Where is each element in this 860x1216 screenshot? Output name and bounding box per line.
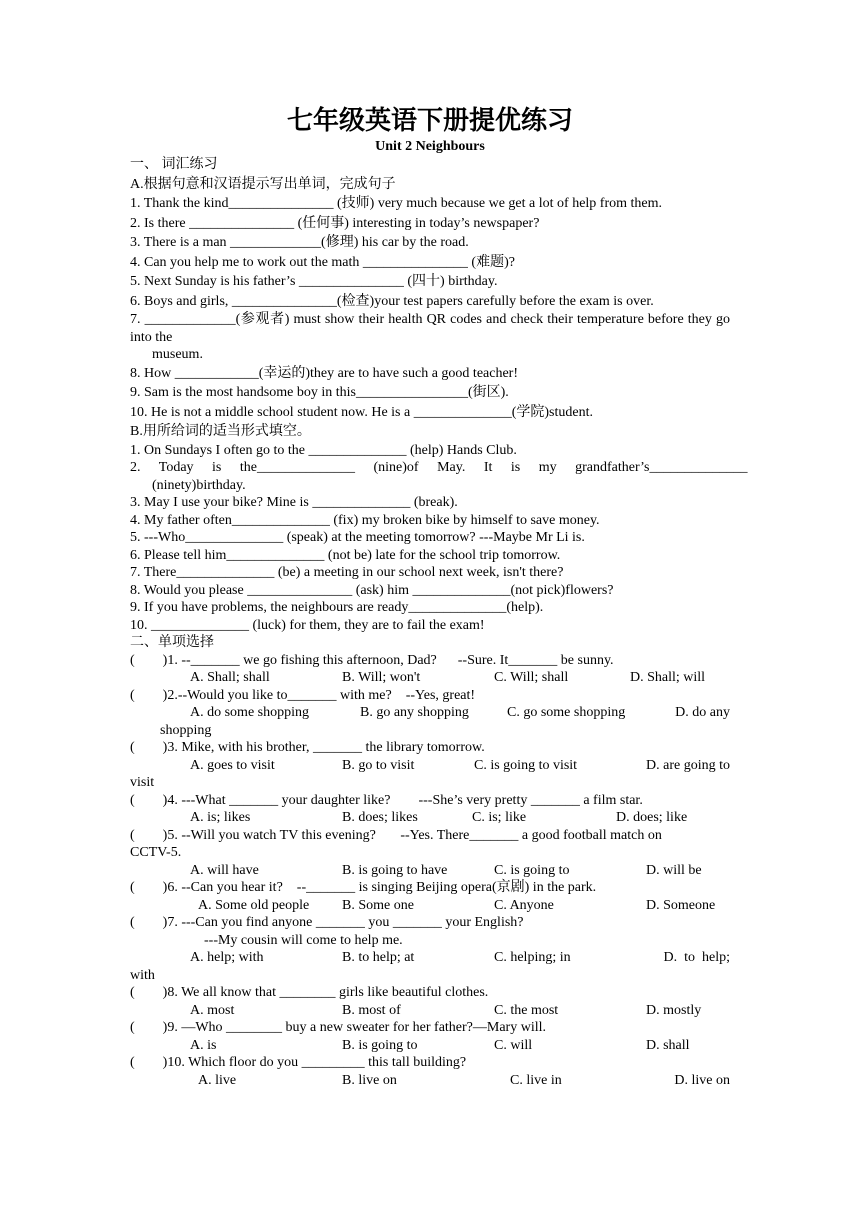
mc-option: D. Shall; will xyxy=(630,670,706,685)
part-b-heading: B.用所给词的适当形式填空。 xyxy=(130,424,311,439)
mc-option: A. will have xyxy=(190,862,259,878)
mc-option: C. Will; shall xyxy=(494,670,569,685)
mc-option: B. is going to xyxy=(342,1037,418,1053)
mc-option: D. shall xyxy=(646,1037,690,1053)
mc-option: C. helping; in xyxy=(494,950,571,965)
mc-option: C. is; like xyxy=(472,810,527,825)
mc-option: A. help; with xyxy=(190,950,264,965)
mc-option: A. goes to visit xyxy=(190,757,275,773)
mc-question: ( )8. We all know that ________ girls like beautiful clothes. xyxy=(130,985,489,1000)
mc-question: ( )5. --Will you watch TV this evening? --Yes. There_______ a good football match on xyxy=(130,827,662,843)
part-b-item: 6. Please tell him______________ (not be) late for the school trip tomorrow. xyxy=(130,547,561,563)
mc-option: D. mostly xyxy=(646,1002,702,1018)
part-a-item: 3. There is a man _____________(修理) his car by the road. xyxy=(130,235,469,250)
part-a-item: 1. Thank the kind_______________ (技师) very much because we get a lot of help from them. xyxy=(130,196,663,211)
mc-question: ( )7. ---Can you find anyone _______ you _______ your English? xyxy=(130,915,524,930)
mc-option: C. will xyxy=(494,1037,533,1053)
mc-question: ( )4. ---What _______ your daughter like? ---She’s very pretty _______ a film star. xyxy=(130,792,643,808)
part-b-item: 10. ______________ (luck) for them, they are to fail the exam! xyxy=(130,617,485,633)
section-heading-multiple-choice: 二、单项选择 xyxy=(130,635,214,650)
part-b-item: 4. My father often______________ (fix) my broken bike by himself to save money. xyxy=(130,512,600,528)
part-b-item: 7. There______________ (be) a meeting in our school next week, isn't there? xyxy=(130,565,564,580)
page-title: 七年级英语下册提优练习 xyxy=(286,106,573,135)
mc-option: D. do any xyxy=(675,705,730,720)
part-a-heading: A.根据句意和汉语提示写出单词，完成句子 xyxy=(130,176,396,192)
mc-option: A. most xyxy=(190,1002,235,1018)
mc-question: ( )2.--Would you like to_______ with me? --Yes, great! xyxy=(130,687,476,703)
mc-question: ( )6. --Can you hear it? --_______ is singing Beijing opera(京剧) in the park. xyxy=(130,880,597,895)
part-b-item xyxy=(130,459,748,477)
mc-option: D. to help; xyxy=(663,950,730,965)
mc-options xyxy=(130,669,730,687)
mc-options xyxy=(130,949,730,967)
mc-question: ( )9. —Who ________ buy a new sweater for her father?—Mary will. xyxy=(130,1020,546,1035)
mc-option: A. is; likes xyxy=(190,810,251,825)
part-b-item: 5. ---Who______________ (speak) at the meeting tomorrow? ---Maybe Mr Li is. xyxy=(130,530,585,545)
part-a-item: 4. Can you help me to work out the math _______________ (难题)? xyxy=(130,254,515,270)
part-a-item: 8. How ____________(幸运的)they are to have such a good teacher! xyxy=(130,365,519,381)
part-b-item: 1. On Sundays I often go to the ______________ (help) Hands Club. xyxy=(130,442,517,458)
mc-question: ( )1. --_______ we go fishing this afternoon, Dad? --Sure. It_______ be sunny. xyxy=(130,652,614,668)
mc-option: B. is going to have xyxy=(342,862,448,878)
part-a-item: 6. Boys and girls, _______________(检查)your test papers carefully before the exam is over. xyxy=(130,293,654,309)
mc-option: C. is going to visit xyxy=(474,757,578,773)
part-b-item: 3. May I use your bike? Mine is ______________ (break). xyxy=(130,495,458,510)
mc-option: A. do some shopping xyxy=(190,705,309,720)
mc-options xyxy=(130,1002,730,1020)
mc-option: C. live in xyxy=(510,1072,562,1088)
mc-option: D. live on xyxy=(674,1072,730,1088)
part-b-item-2-text: 2. Today is the______________ (nine)of May. It is my grandfather’s______________ xyxy=(130,460,748,475)
mc-options xyxy=(130,897,730,915)
mc-option: D. will be xyxy=(646,862,702,878)
mc-option: C. is going to xyxy=(494,862,570,878)
mc-option: B. Some one xyxy=(342,897,414,913)
part-a-item: 9. Sam is the most handsome boy in this________________(街区). xyxy=(130,385,509,400)
mc-options xyxy=(130,809,730,827)
worksheet xyxy=(130,104,748,1089)
part-a-item: 7. _____________(参观者) must show their health QR codes and check their temperature before they go into the xyxy=(130,312,730,345)
part-a-item-continuation: museum. xyxy=(152,347,203,362)
mc-option: B. live on xyxy=(342,1072,397,1088)
section-heading-vocabulary: 一、 词汇练习 xyxy=(130,157,218,172)
mc-option: B. Will; won't xyxy=(342,670,421,685)
mc-option-continuation: shopping xyxy=(160,722,212,738)
part-b-item: 9. If you have problems, the neighbours are ready______________(help). xyxy=(130,600,544,615)
mc-option: A. is xyxy=(190,1037,217,1053)
part-b-item-continuation: (ninety)birthday. xyxy=(152,477,246,493)
mc-option: B. to help; at xyxy=(342,950,415,965)
mc-question-continuation: CCTV-5. xyxy=(130,845,182,860)
mc-option: D. are going to xyxy=(646,757,730,773)
mc-option: C. go some shopping xyxy=(507,705,626,720)
mc-options xyxy=(130,704,730,722)
part-a-item: 10. He is not a middle school student now. He is a ______________(学院)student. xyxy=(130,404,593,420)
mc-options xyxy=(130,1037,730,1055)
mc-option: C. the most xyxy=(494,1002,559,1018)
mc-options xyxy=(130,757,730,775)
mc-question: ( )10. Which floor do you _________ this tall building? xyxy=(130,1055,467,1070)
mc-option: B. go to visit xyxy=(342,757,415,773)
mc-options xyxy=(130,1072,730,1090)
mc-option: B. most of xyxy=(342,1002,401,1018)
mc-option: A. live xyxy=(198,1072,237,1088)
mc-option: C. Anyone xyxy=(494,897,554,913)
mc-options xyxy=(130,862,730,880)
mc-option: D. does; like xyxy=(616,810,688,825)
mc-option: A. Some old people xyxy=(198,897,310,913)
mc-question-sub: ---My cousin will come to help me. xyxy=(204,932,403,948)
mc-option: B. go any shopping xyxy=(360,705,469,720)
mc-question: ( )3. Mike, with his brother, _______ the library tomorrow. xyxy=(130,740,485,755)
part-b-item: 8. Would you please _______________ (ask) him ______________(not pick)flowers? xyxy=(130,582,614,598)
mc-option-continuation: visit xyxy=(130,775,155,790)
mc-option: B. does; likes xyxy=(342,810,418,825)
part-a-item: 2. Is there _______________ (任何事) interesting in today’s newspaper? xyxy=(130,215,540,231)
part-a-item: 5. Next Sunday is his father’s _______________ (四十) birthday. xyxy=(130,274,498,289)
mc-option: A. Shall; shall xyxy=(190,670,270,685)
mc-option: D. Someone xyxy=(646,897,716,913)
page-subtitle: Unit 2 Neighbours xyxy=(375,139,485,154)
mc-option-continuation: with xyxy=(130,967,155,983)
